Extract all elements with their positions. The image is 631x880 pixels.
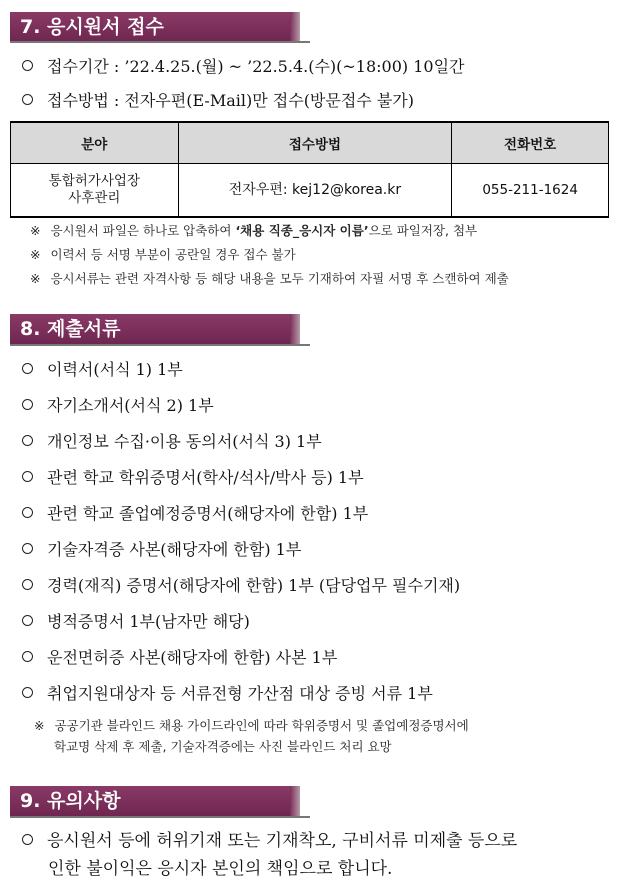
section-8-underline [10, 344, 310, 346]
circle-bullet-icon [22, 687, 33, 698]
circle-bullet-icon [22, 651, 33, 662]
list-item: 경력(재직) 증명서(해당자에 한함) 1부 (담당업무 필수기재) [22, 573, 460, 596]
application-method: 접수방법 : 전자우편(E-Mail)만 접수(방문접수 불가) [22, 88, 414, 111]
circle-bullet-icon [22, 94, 33, 105]
note-2: ※ 이력서 등 서명 부분이 공란일 경우 접수 불가 [30, 247, 296, 262]
section-7-title: 7. 응시원서 접수 [20, 16, 164, 38]
application-period: 접수기간 : ’22.4.25.(월) ~ ’22.5.4.(수)(~18:00) 10일간 [22, 54, 465, 77]
application-table [10, 121, 609, 218]
table-row [11, 164, 609, 218]
circle-bullet-icon [22, 399, 33, 410]
section-8-heading [10, 314, 290, 344]
cell-phone: 055-211-1624 [452, 164, 609, 218]
table-header-row [11, 122, 609, 164]
circle-bullet-icon [22, 471, 33, 482]
header-phone: 전화번호 [452, 122, 609, 164]
list-item: 기술자격증 사본(해당자에 한함) 1부 [22, 537, 301, 560]
circle-bullet-icon [22, 834, 33, 845]
list-item: 관련 학교 학위증명서(학사/석사/박사 등) 1부 [22, 465, 364, 488]
section-9-underline [10, 816, 310, 818]
header-method: 접수방법 [178, 122, 452, 164]
circle-bullet-icon [22, 579, 33, 590]
circle-bullet-icon [22, 543, 33, 554]
list-item: 관련 학교 졸업예정증명서(해당자에 한함) 1부 [22, 501, 368, 524]
section-9-heading [10, 786, 290, 816]
note-3: ※ 응시서류는 관련 자격사항 등 해당 내용을 모두 기재하여 자필 서명 후 스캔하여 제출 [30, 271, 509, 286]
circle-bullet-icon [22, 507, 33, 518]
list-item: 자기소개서(서식 2) 1부 [22, 393, 214, 416]
list-item: 개인정보 수집·이용 동의서(서식 3) 1부 [22, 429, 322, 452]
notice-line-2: 인한 불이익은 응시자 본인의 책임으로 합니다. [48, 859, 393, 879]
cell-field: 통합허가사업장 사후관리 [11, 164, 179, 218]
section-8-title: 8. 제출서류 [20, 318, 121, 340]
section-7-heading [10, 12, 290, 42]
section-9-title: 9. 유의사항 [20, 790, 121, 812]
cell-method[interactable]: 전자우편: kej12@korea.kr [178, 164, 452, 218]
circle-bullet-icon [22, 60, 33, 71]
header-field: 분야 [11, 122, 179, 164]
note-1: ※ 응시원서 파일은 하나로 압축하여 ‘채용 직종_응시자 이름’으로 파일저장, 첨부 [30, 223, 478, 238]
section-8-note-cont: 학교명 삭제 후 제출, 기술자격증에는 사진 블라인드 처리 요망 [54, 739, 392, 754]
section-7-underline [10, 41, 310, 43]
list-item: 취업지원대상자 등 서류전형 가산점 대상 증빙 서류 1부 [22, 681, 433, 704]
notice-line-1: 응시원서 등에 허위기재 또는 기재착오, 구비서류 미제출 등으로 [22, 826, 517, 851]
list-item: 병적증명서 1부(남자만 해당) [22, 609, 250, 632]
circle-bullet-icon [22, 435, 33, 446]
circle-bullet-icon [22, 363, 33, 374]
circle-bullet-icon [22, 615, 33, 626]
list-item: 운전면허증 사본(해당자에 한함) 사본 1부 [22, 645, 337, 668]
section-8-note: ※ 공공기관 블라인드 채용 가이드라인에 따라 학위증명서 및 졸업예정증명서에 [34, 718, 469, 733]
list-item: 이력서(서식 1) 1부 [22, 357, 183, 380]
